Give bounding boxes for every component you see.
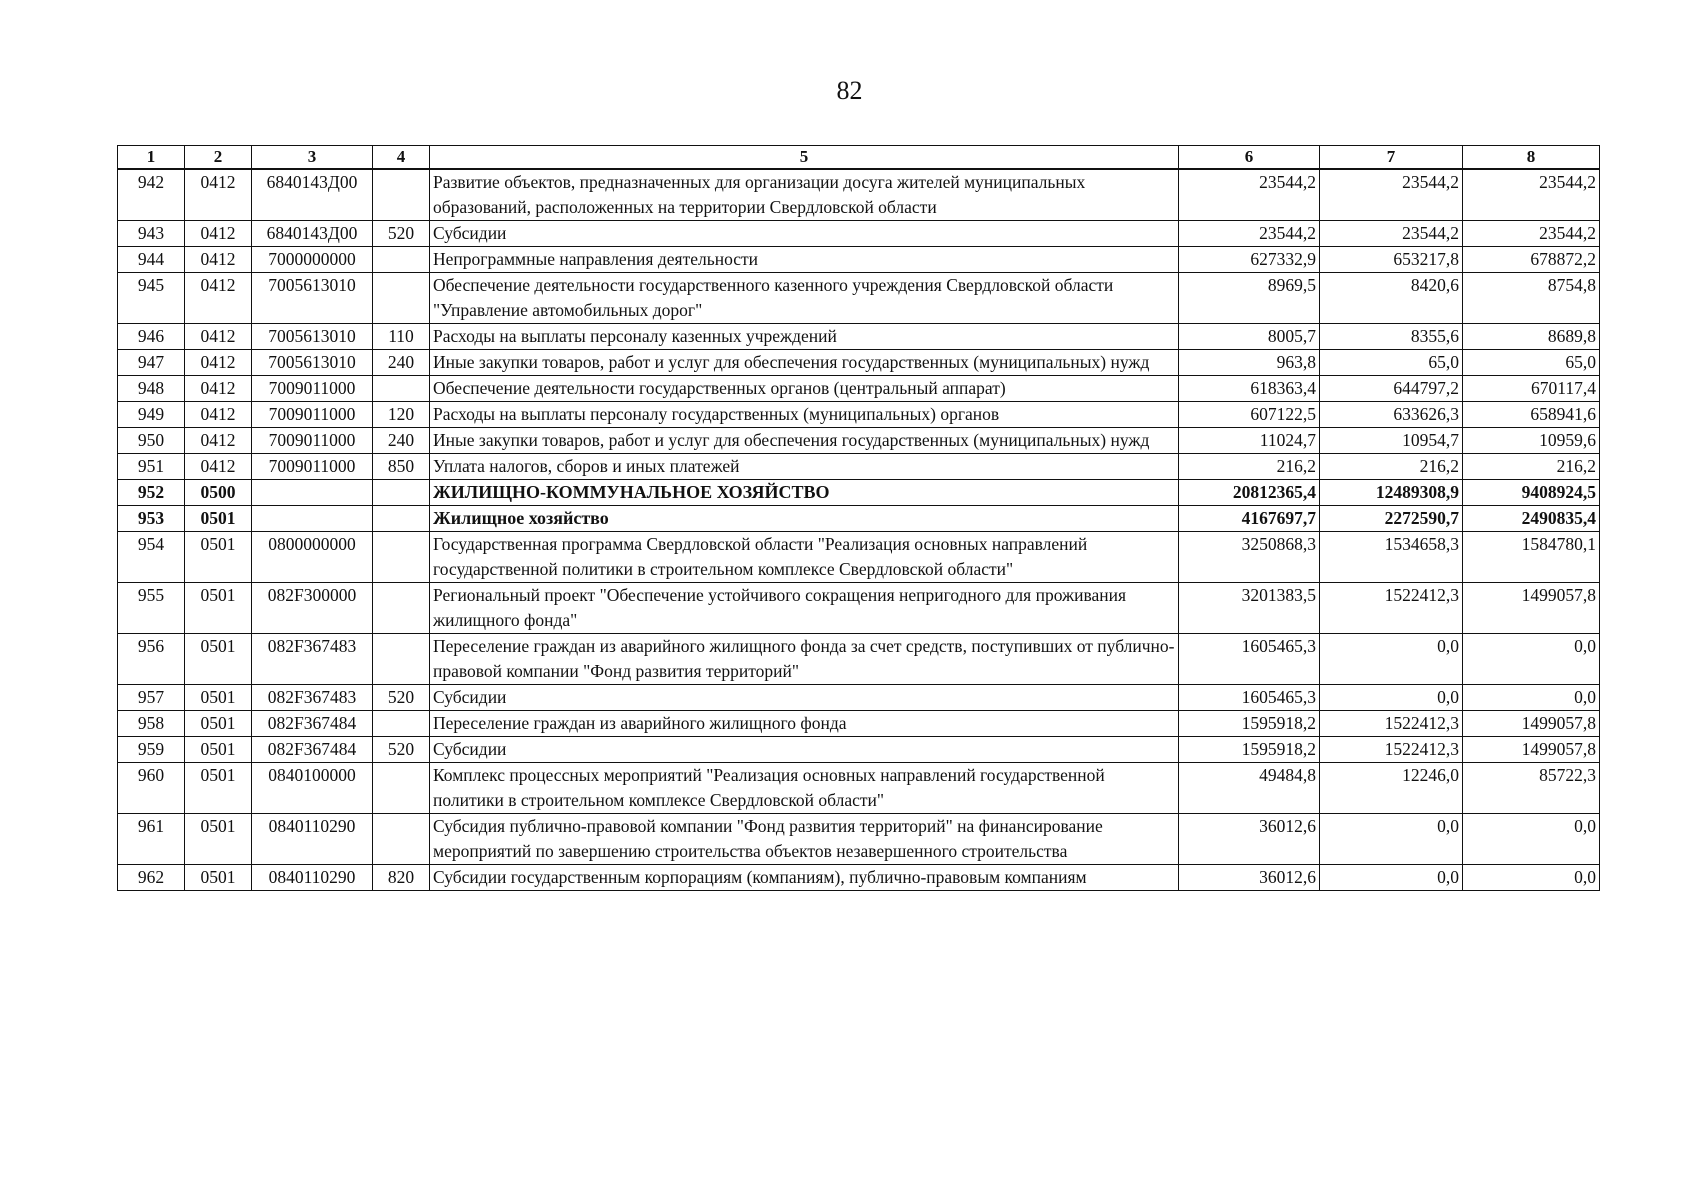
target-article-cell: 0800000000 bbox=[252, 532, 373, 583]
description-cell: ЖИЛИЩНО-КОММУНАЛЬНОЕ ХОЗЯЙСТВО bbox=[430, 480, 1179, 506]
amount-col8-cell: 0,0 bbox=[1463, 865, 1600, 891]
target-article-cell: 082F367483 bbox=[252, 634, 373, 685]
target-article-cell: 7009011000 bbox=[252, 428, 373, 454]
expense-type-cell: 520 bbox=[373, 685, 430, 711]
row-number-cell: 950 bbox=[118, 428, 185, 454]
target-article-cell: 082F367483 bbox=[252, 685, 373, 711]
amount-col7-cell: 0,0 bbox=[1320, 634, 1463, 685]
header-col-5: 5 bbox=[430, 146, 1179, 170]
description-cell: Расходы на выплаты персоналу казенных учреждений bbox=[430, 324, 1179, 350]
row-number-cell: 953 bbox=[118, 506, 185, 532]
expense-type-cell: 120 bbox=[373, 402, 430, 428]
description-cell: Региональный проект "Обеспечение устойчивого сокращения непригодного для проживания жилищного фонда" bbox=[430, 583, 1179, 634]
amount-col6-cell: 4167697,7 bbox=[1179, 506, 1320, 532]
amount-col8-cell: 0,0 bbox=[1463, 814, 1600, 865]
amount-col6-cell: 618363,4 bbox=[1179, 376, 1320, 402]
section-code-cell: 0501 bbox=[185, 865, 252, 891]
header-col-7: 7 bbox=[1320, 146, 1463, 170]
amount-col8-cell: 658941,6 bbox=[1463, 402, 1600, 428]
description-cell: Непрограммные направления деятельности bbox=[430, 247, 1179, 273]
amount-col7-cell: 23544,2 bbox=[1320, 221, 1463, 247]
section-code-cell: 0501 bbox=[185, 506, 252, 532]
description-cell: Развитие объектов, предназначенных для организации досуга жителей муниципальных образований, расположенных на территории Свердловской области bbox=[430, 169, 1179, 221]
row-number-cell: 952 bbox=[118, 480, 185, 506]
row-number-cell: 946 bbox=[118, 324, 185, 350]
table-row bbox=[118, 273, 1600, 324]
row-number-cell: 958 bbox=[118, 711, 185, 737]
amount-col7-cell: 10954,7 bbox=[1320, 428, 1463, 454]
target-article-cell bbox=[252, 480, 373, 506]
amount-col6-cell: 1605465,3 bbox=[1179, 685, 1320, 711]
table-row bbox=[118, 865, 1600, 891]
expense-type-cell bbox=[373, 169, 430, 221]
amount-col6-cell: 1595918,2 bbox=[1179, 711, 1320, 737]
row-number-cell: 942 bbox=[118, 169, 185, 221]
amount-col7-cell: 1522412,3 bbox=[1320, 737, 1463, 763]
amount-col7-cell: 65,0 bbox=[1320, 350, 1463, 376]
page-number: 82 bbox=[836, 76, 863, 105]
description-cell: Субсидии bbox=[430, 221, 1179, 247]
amount-col8-cell: 1584780,1 bbox=[1463, 532, 1600, 583]
amount-col6-cell: 3201383,5 bbox=[1179, 583, 1320, 634]
description-cell: Уплата налогов, сборов и иных платежей bbox=[430, 454, 1179, 480]
expense-type-cell bbox=[373, 480, 430, 506]
section-code-cell: 0412 bbox=[185, 376, 252, 402]
expense-type-cell bbox=[373, 506, 430, 532]
amount-col6-cell: 627332,9 bbox=[1179, 247, 1320, 273]
section-code-cell: 0412 bbox=[185, 428, 252, 454]
section-code-cell: 0501 bbox=[185, 583, 252, 634]
amount-col8-cell: 65,0 bbox=[1463, 350, 1600, 376]
description-cell: Обеспечение деятельности государственных органов (центральный аппарат) bbox=[430, 376, 1179, 402]
section-code-cell: 0412 bbox=[185, 402, 252, 428]
amount-col8-cell: 1499057,8 bbox=[1463, 737, 1600, 763]
target-article-cell: 6840143Д00 bbox=[252, 221, 373, 247]
target-article-cell: 7009011000 bbox=[252, 376, 373, 402]
amount-col8-cell: 23544,2 bbox=[1463, 221, 1600, 247]
row-number-cell: 961 bbox=[118, 814, 185, 865]
description-cell: Субсидия публично-правовой компании "Фонд развития территорий" на финансирование мероприятий по завершению строительства объектов незавершенного строительства bbox=[430, 814, 1179, 865]
amount-col6-cell: 36012,6 bbox=[1179, 865, 1320, 891]
target-article-cell: 0840100000 bbox=[252, 763, 373, 814]
amount-col8-cell: 0,0 bbox=[1463, 634, 1600, 685]
section-code-cell: 0501 bbox=[185, 532, 252, 583]
table-row bbox=[118, 480, 1600, 506]
table-row bbox=[118, 711, 1600, 737]
section-code-cell: 0500 bbox=[185, 480, 252, 506]
amount-col6-cell: 11024,7 bbox=[1179, 428, 1320, 454]
row-number-cell: 944 bbox=[118, 247, 185, 273]
expense-type-cell bbox=[373, 273, 430, 324]
row-number-cell: 957 bbox=[118, 685, 185, 711]
row-number-cell: 948 bbox=[118, 376, 185, 402]
table-row bbox=[118, 402, 1600, 428]
amount-col8-cell: 85722,3 bbox=[1463, 763, 1600, 814]
row-number-cell: 947 bbox=[118, 350, 185, 376]
row-number-cell: 956 bbox=[118, 634, 185, 685]
amount-col7-cell: 8355,6 bbox=[1320, 324, 1463, 350]
target-article-cell: 082F367484 bbox=[252, 737, 373, 763]
description-cell: Комплекс процессных мероприятий "Реализация основных направлений государственной политики в строительном комплексе Свердловской области" bbox=[430, 763, 1179, 814]
section-code-cell: 0501 bbox=[185, 711, 252, 737]
target-article-cell: 7009011000 bbox=[252, 454, 373, 480]
table-row bbox=[118, 532, 1600, 583]
table-row bbox=[118, 376, 1600, 402]
row-number-cell: 954 bbox=[118, 532, 185, 583]
amount-col8-cell: 0,0 bbox=[1463, 685, 1600, 711]
amount-col8-cell: 670117,4 bbox=[1463, 376, 1600, 402]
section-code-cell: 0412 bbox=[185, 324, 252, 350]
target-article-cell: 7005613010 bbox=[252, 324, 373, 350]
section-code-cell: 0412 bbox=[185, 454, 252, 480]
amount-col8-cell: 8754,8 bbox=[1463, 273, 1600, 324]
description-cell: Жилищное хозяйство bbox=[430, 506, 1179, 532]
description-cell: Расходы на выплаты персоналу государственных (муниципальных) органов bbox=[430, 402, 1179, 428]
expense-type-cell bbox=[373, 763, 430, 814]
amount-col8-cell: 216,2 bbox=[1463, 454, 1600, 480]
amount-col7-cell: 1534658,3 bbox=[1320, 532, 1463, 583]
table-row bbox=[118, 634, 1600, 685]
description-cell: Государственная программа Свердловской области "Реализация основных направлений государственной политики в строительном комплексе Свердловской области" bbox=[430, 532, 1179, 583]
description-cell: Обеспечение деятельности государственного казенного учреждения Свердловской области "Управление автомобильных дорог" bbox=[430, 273, 1179, 324]
expense-type-cell bbox=[373, 814, 430, 865]
table-row bbox=[118, 428, 1600, 454]
amount-col8-cell: 678872,2 bbox=[1463, 247, 1600, 273]
amount-col7-cell: 633626,3 bbox=[1320, 402, 1463, 428]
target-article-cell: 7000000000 bbox=[252, 247, 373, 273]
section-code-cell: 0412 bbox=[185, 247, 252, 273]
header-col-8: 8 bbox=[1463, 146, 1600, 170]
table-row bbox=[118, 221, 1600, 247]
amount-col6-cell: 23544,2 bbox=[1179, 169, 1320, 221]
header-col-4: 4 bbox=[373, 146, 430, 170]
target-article-cell: 0840110290 bbox=[252, 814, 373, 865]
amount-col8-cell: 2490835,4 bbox=[1463, 506, 1600, 532]
section-code-cell: 0501 bbox=[185, 634, 252, 685]
expense-type-cell bbox=[373, 376, 430, 402]
table-row bbox=[118, 737, 1600, 763]
expense-type-cell bbox=[373, 711, 430, 737]
table-row bbox=[118, 583, 1600, 634]
table-row bbox=[118, 350, 1600, 376]
target-article-cell: 7009011000 bbox=[252, 402, 373, 428]
target-article-cell: 082F367484 bbox=[252, 711, 373, 737]
amount-col7-cell: 644797,2 bbox=[1320, 376, 1463, 402]
expense-type-cell bbox=[373, 583, 430, 634]
amount-col7-cell: 0,0 bbox=[1320, 685, 1463, 711]
table-row bbox=[118, 454, 1600, 480]
target-article-cell bbox=[252, 506, 373, 532]
table-row bbox=[118, 247, 1600, 273]
description-cell: Переселение граждан из аварийного жилищного фонда bbox=[430, 711, 1179, 737]
row-number-cell: 945 bbox=[118, 273, 185, 324]
row-number-cell: 951 bbox=[118, 454, 185, 480]
expense-type-cell: 110 bbox=[373, 324, 430, 350]
amount-col6-cell: 8005,7 bbox=[1179, 324, 1320, 350]
row-number-cell: 959 bbox=[118, 737, 185, 763]
header-col-6: 6 bbox=[1179, 146, 1320, 170]
amount-col7-cell: 0,0 bbox=[1320, 814, 1463, 865]
table-row bbox=[118, 506, 1600, 532]
expense-type-cell: 240 bbox=[373, 428, 430, 454]
amount-col6-cell: 8969,5 bbox=[1179, 273, 1320, 324]
amount-col7-cell: 216,2 bbox=[1320, 454, 1463, 480]
amount-col6-cell: 36012,6 bbox=[1179, 814, 1320, 865]
amount-col7-cell: 23544,2 bbox=[1320, 169, 1463, 221]
amount-col6-cell: 963,8 bbox=[1179, 350, 1320, 376]
amount-col8-cell: 9408924,5 bbox=[1463, 480, 1600, 506]
table-row bbox=[118, 324, 1600, 350]
amount-col7-cell: 12246,0 bbox=[1320, 763, 1463, 814]
expense-type-cell bbox=[373, 247, 430, 273]
expense-type-cell: 520 bbox=[373, 737, 430, 763]
amount-col7-cell: 653217,8 bbox=[1320, 247, 1463, 273]
amount-col7-cell: 1522412,3 bbox=[1320, 711, 1463, 737]
description-cell: Субсидии bbox=[430, 737, 1179, 763]
section-code-cell: 0412 bbox=[185, 169, 252, 221]
amount-col6-cell: 216,2 bbox=[1179, 454, 1320, 480]
section-code-cell: 0412 bbox=[185, 221, 252, 247]
amount-col7-cell: 2272590,7 bbox=[1320, 506, 1463, 532]
table-row bbox=[118, 814, 1600, 865]
amount-col8-cell: 10959,6 bbox=[1463, 428, 1600, 454]
section-code-cell: 0501 bbox=[185, 737, 252, 763]
section-code-cell: 0412 bbox=[185, 350, 252, 376]
amount-col6-cell: 49484,8 bbox=[1179, 763, 1320, 814]
amount-col8-cell: 1499057,8 bbox=[1463, 711, 1600, 737]
table-header-row bbox=[118, 146, 1600, 170]
amount-col7-cell: 1522412,3 bbox=[1320, 583, 1463, 634]
expense-type-cell bbox=[373, 532, 430, 583]
header-col-3: 3 bbox=[252, 146, 373, 170]
amount-col6-cell: 607122,5 bbox=[1179, 402, 1320, 428]
row-number-cell: 960 bbox=[118, 763, 185, 814]
amount-col7-cell: 8420,6 bbox=[1320, 273, 1463, 324]
amount-col6-cell: 20812365,4 bbox=[1179, 480, 1320, 506]
table-row bbox=[118, 169, 1600, 221]
target-article-cell: 7005613010 bbox=[252, 350, 373, 376]
expense-type-cell: 820 bbox=[373, 865, 430, 891]
budget-table bbox=[117, 145, 1600, 891]
description-cell: Субсидии государственным корпорациям (компаниям), публично-правовым компаниям bbox=[430, 865, 1179, 891]
target-article-cell: 0840110290 bbox=[252, 865, 373, 891]
section-code-cell: 0501 bbox=[185, 685, 252, 711]
table-row bbox=[118, 763, 1600, 814]
row-number-cell: 943 bbox=[118, 221, 185, 247]
description-cell: Переселение граждан из аварийного жилищного фонда за счет средств, поступивших от публично-правовой компании "Фонд развития территорий" bbox=[430, 634, 1179, 685]
row-number-cell: 955 bbox=[118, 583, 185, 634]
amount-col8-cell: 23544,2 bbox=[1463, 169, 1600, 221]
row-number-cell: 949 bbox=[118, 402, 185, 428]
table-row bbox=[118, 685, 1600, 711]
description-cell: Иные закупки товаров, работ и услуг для обеспечения государственных (муниципальных) нужд bbox=[430, 428, 1179, 454]
amount-col8-cell: 1499057,8 bbox=[1463, 583, 1600, 634]
target-article-cell: 082F300000 bbox=[252, 583, 373, 634]
expense-type-cell: 240 bbox=[373, 350, 430, 376]
amount-col6-cell: 1595918,2 bbox=[1179, 737, 1320, 763]
amount-col7-cell: 12489308,9 bbox=[1320, 480, 1463, 506]
section-code-cell: 0412 bbox=[185, 273, 252, 324]
expense-type-cell bbox=[373, 634, 430, 685]
amount-col8-cell: 8689,8 bbox=[1463, 324, 1600, 350]
header-col-2: 2 bbox=[185, 146, 252, 170]
description-cell: Субсидии bbox=[430, 685, 1179, 711]
amount-col7-cell: 0,0 bbox=[1320, 865, 1463, 891]
header-col-1: 1 bbox=[118, 146, 185, 170]
expense-type-cell: 520 bbox=[373, 221, 430, 247]
section-code-cell: 0501 bbox=[185, 814, 252, 865]
amount-col6-cell: 3250868,3 bbox=[1179, 532, 1320, 583]
row-number-cell: 962 bbox=[118, 865, 185, 891]
target-article-cell: 7005613010 bbox=[252, 273, 373, 324]
amount-col6-cell: 23544,2 bbox=[1179, 221, 1320, 247]
description-cell: Иные закупки товаров, работ и услуг для обеспечения государственных (муниципальных) нужд bbox=[430, 350, 1179, 376]
table-body bbox=[118, 169, 1600, 891]
amount-col6-cell: 1605465,3 bbox=[1179, 634, 1320, 685]
expense-type-cell: 850 bbox=[373, 454, 430, 480]
section-code-cell: 0501 bbox=[185, 763, 252, 814]
target-article-cell: 6840143Д00 bbox=[252, 169, 373, 221]
